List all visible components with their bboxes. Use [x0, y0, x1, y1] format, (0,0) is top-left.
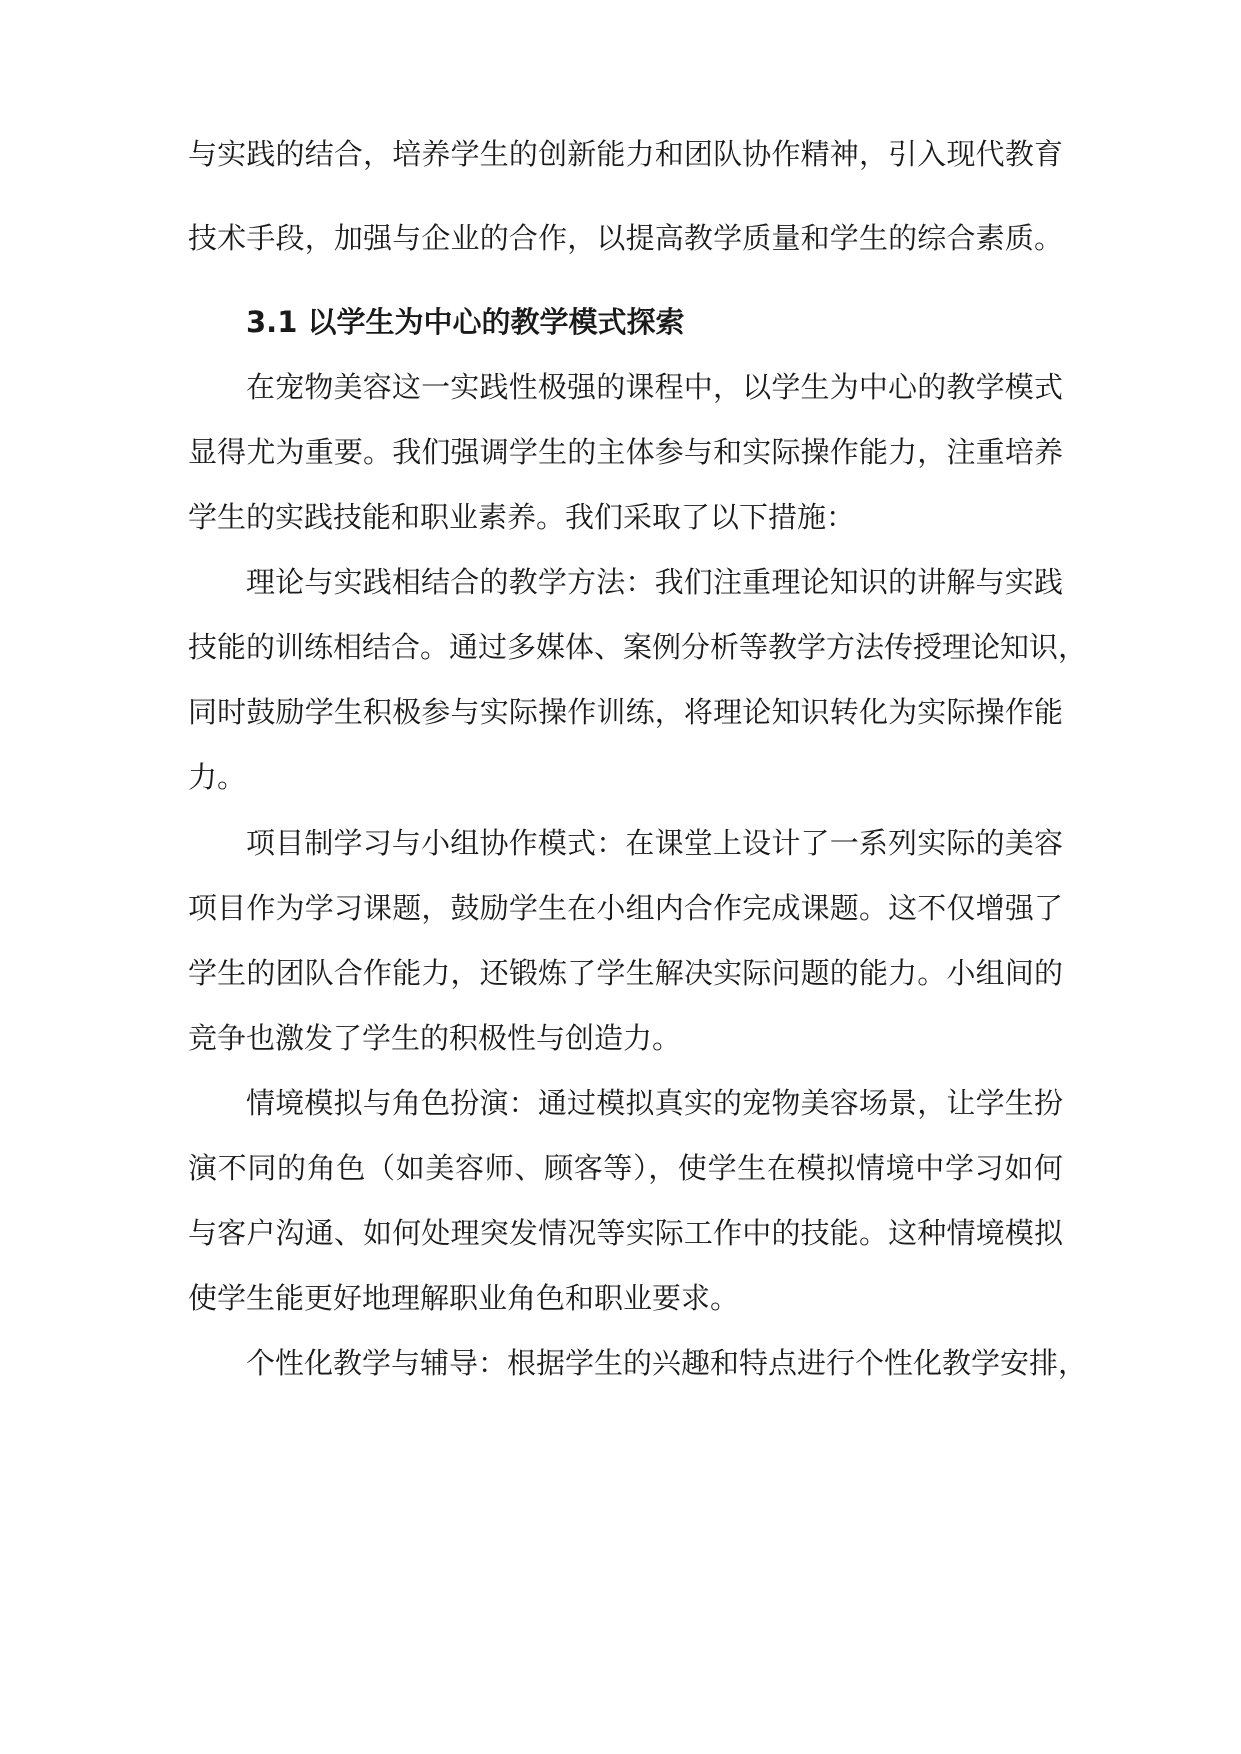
paragraph-line: 演不同的角色（如美容师、顾客等），使学生在模拟情境中学习如何: [188, 1151, 1063, 1185]
paragraph-line: 力。: [188, 760, 247, 794]
paragraph-line: 同时鼓励学生积极参与实际操作训练，将理论知识转化为实际操作能: [188, 695, 1063, 729]
paragraph-line: 项目作为学习课题，鼓励学生在小组内合作完成课题。这不仅增强了: [188, 891, 1063, 925]
paragraph-line: 技术手段，加强与企业的合作，以提高教学质量和学生的综合素质。: [188, 221, 1063, 255]
paragraph-line: 情境模拟与角色扮演：通过模拟真实的宠物美容场景，让学生扮: [246, 1086, 1063, 1120]
paragraph-line: 与客户沟通、如何处理突发情况等实际工作中的技能。这种情境模拟: [188, 1216, 1063, 1250]
paragraph-line: 学生的团队合作能力，还锻炼了学生解决实际问题的能力。小组间的: [188, 956, 1063, 990]
paragraph-line: 理论与实践相结合的教学方法：我们注重理论知识的讲解与实践: [246, 565, 1063, 599]
paragraph-line: 在宠物美容这一实践性极强的课程中，以学生为中心的教学模式: [246, 370, 1063, 404]
section-heading: 3.1 以学生为中心的教学模式探索: [246, 305, 685, 339]
paragraph-line: 显得尤为重要。我们强调学生的主体参与和实际操作能力，注重培养: [188, 435, 1063, 469]
paragraph-line: 技能的训练相结合。通过多媒体、案例分析等教学方法传授理论知识，: [188, 630, 1088, 664]
paragraph-line: 竞争也激发了学生的积极性与创造力。: [188, 1021, 682, 1055]
paragraph-line: 学生的实践技能和职业素养。我们采取了以下措施：: [188, 500, 856, 534]
paragraph-line: 项目制学习与小组协作模式：在课堂上设计了一系列实际的美容: [246, 826, 1063, 860]
paragraph-line: 与实践的结合，培养学生的创新能力和团队协作精神，引入现代教育: [188, 137, 1063, 171]
paragraph-line: 使学生能更好地理解职业角色和职业要求。: [188, 1281, 740, 1315]
paragraph-line: 个性化教学与辅导：根据学生的兴趣和特点进行个性化教学安排，: [246, 1346, 1088, 1380]
